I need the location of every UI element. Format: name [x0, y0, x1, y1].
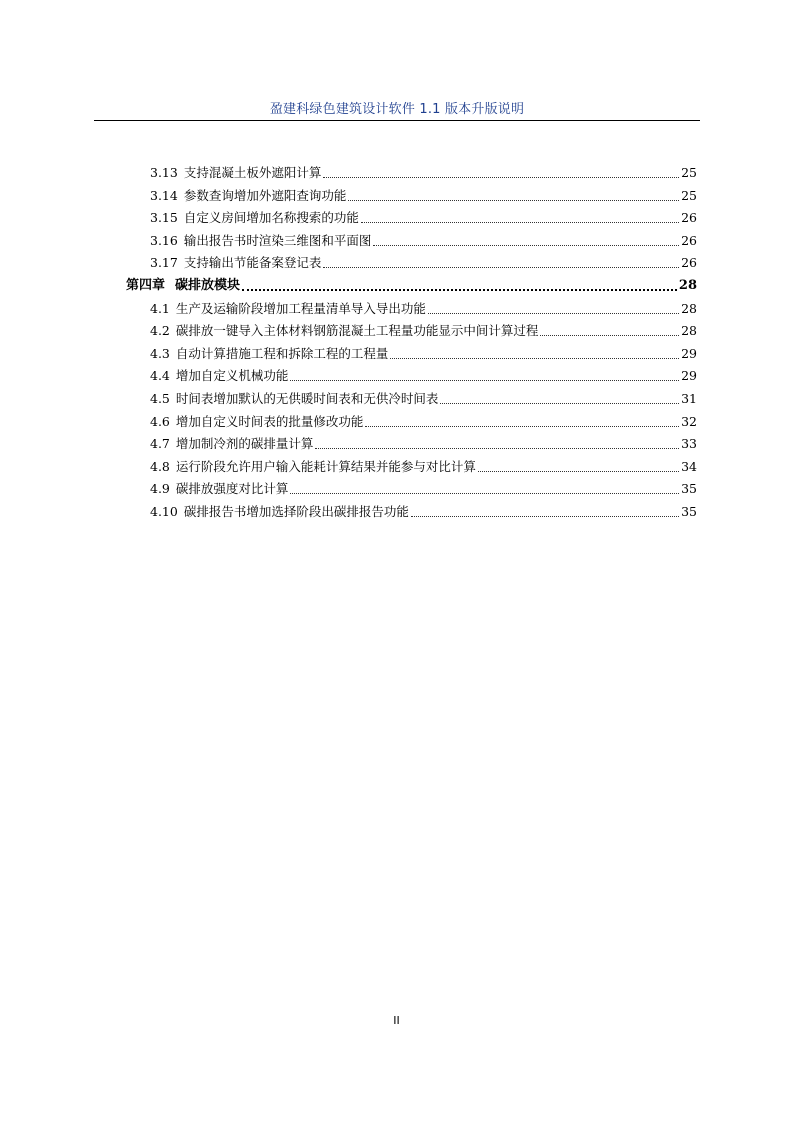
- header-divider: [94, 120, 700, 121]
- toc-entry-4-6[interactable]: [150, 410, 697, 430]
- toc-number: 4.2: [150, 323, 170, 339]
- toc-number: 3.14: [150, 187, 178, 203]
- toc-entry-3-13[interactable]: [150, 161, 697, 181]
- toc-chapter-title: 碳排放模块: [175, 278, 241, 293]
- toc-number: 4.7: [150, 436, 170, 452]
- toc-number: 4.5: [150, 391, 170, 406]
- toc-entry-4-9[interactable]: [150, 477, 697, 497]
- toc-entry-3-16[interactable]: [150, 229, 697, 249]
- toc-title: 输出报告书时渲染三维图和平面图: [183, 232, 372, 248]
- toc-page-number: 29: [681, 368, 697, 384]
- toc-page-number: 26: [681, 255, 697, 271]
- toc-leader-dots: [365, 414, 679, 427]
- toc-number: 4.3: [150, 345, 170, 361]
- page-number: II: [393, 1014, 400, 1027]
- toc-page-number: 29: [681, 345, 697, 361]
- toc-title: 运行阶段允许用户输入能耗计算结果并能参与对比计算: [175, 458, 476, 474]
- toc-title: 支持混凝土板外遮阳计算: [183, 165, 322, 180]
- toc-page-number: 25: [681, 165, 697, 180]
- toc-leader-dots: [323, 255, 679, 268]
- toc-page-number: 28: [681, 323, 697, 339]
- toc-entry-4-2[interactable]: [150, 319, 697, 339]
- toc-title: 参数查询增加外遮阳查询功能: [183, 187, 347, 203]
- toc-entry-4-10[interactable]: [150, 500, 697, 520]
- toc-title: 增加制冷剂的碳排量计算: [175, 436, 314, 452]
- toc-leader-dots: [242, 277, 677, 291]
- toc-leader-dots: [390, 346, 679, 359]
- toc-entry-4-4[interactable]: [150, 364, 697, 384]
- toc-number: 4.4: [150, 368, 170, 384]
- toc-entry-4-5[interactable]: [150, 387, 697, 407]
- toc-page-number: 28: [678, 278, 697, 293]
- toc-leader-dots: [348, 188, 679, 201]
- toc-page-number: 26: [681, 210, 697, 226]
- toc-entry-4-7[interactable]: [150, 432, 697, 452]
- toc-page-number: 25: [681, 187, 697, 203]
- toc-title: 时间表增加默认的无供暖时间表和无供冷时间表: [175, 391, 439, 406]
- toc-entry-4-1[interactable]: [150, 297, 697, 317]
- toc-page-number: 28: [681, 300, 697, 316]
- toc-leader-dots: [323, 165, 679, 178]
- toc-page-number: 32: [681, 413, 697, 429]
- toc-number: 3.17: [150, 255, 178, 271]
- toc-leader-dots: [315, 436, 679, 449]
- toc-entry-3-15[interactable]: [150, 206, 697, 226]
- toc-page-number: 34: [681, 458, 697, 474]
- toc-leader-dots: [540, 323, 679, 336]
- toc-leader-dots: [290, 368, 679, 381]
- toc-entry-3-14[interactable]: [150, 184, 697, 204]
- toc-page-number: 35: [681, 504, 697, 519]
- toc-leader-dots: [290, 481, 679, 494]
- toc-leader-dots: [411, 504, 679, 517]
- toc-number: 4.9: [150, 481, 170, 497]
- toc-title: 碳排放一键导入主体材料钢筋混凝土工程量功能显示中间计算过程: [175, 323, 539, 339]
- toc-title: 增加自定义机械功能: [175, 368, 289, 384]
- toc-page-number: 35: [681, 481, 697, 497]
- toc-number: 4.8: [150, 458, 170, 474]
- toc-entry-4-3[interactable]: [150, 342, 697, 362]
- toc-entry-3-17[interactable]: [150, 251, 697, 271]
- toc-page-number: 33: [681, 436, 697, 452]
- toc-title: 增加自定义时间表的批量修改功能: [175, 413, 364, 429]
- toc-number: 3.16: [150, 232, 178, 248]
- toc-title: 碳排报告书增加选择阶段出碳排报告功能: [183, 504, 409, 519]
- toc-page-number: 31: [681, 391, 697, 406]
- toc-title: 生产及运输阶段增加工程量清单导入导出功能: [175, 300, 426, 316]
- toc-number: 4.6: [150, 413, 170, 429]
- toc-entry-4-8[interactable]: [150, 455, 697, 475]
- toc-title: 自定义房间增加名称搜索的功能: [183, 210, 359, 226]
- toc-entry-chapter-4[interactable]: [126, 274, 697, 294]
- running-header: 盈建科绿色建筑设计软件 1.1 版本升版说明: [269, 102, 525, 117]
- toc-chapter-number: 第四章: [126, 278, 166, 293]
- toc-title: 碳排放强度对比计算: [175, 481, 289, 497]
- toc-leader-dots: [361, 210, 679, 223]
- toc-number: 4.1: [150, 300, 170, 316]
- toc-title: 自动计算措施工程和拆除工程的工程量: [175, 345, 389, 361]
- toc-number: 4.10: [150, 504, 178, 519]
- toc-leader-dots: [478, 459, 679, 472]
- toc-number: 3.15: [150, 210, 178, 226]
- toc-page-number: 26: [681, 232, 697, 248]
- toc-title: 支持输出节能备案登记表: [183, 255, 322, 271]
- toc-leader-dots: [428, 301, 679, 314]
- toc-leader-dots: [440, 391, 679, 404]
- toc-number: 3.13: [150, 165, 178, 180]
- toc-leader-dots: [373, 233, 679, 246]
